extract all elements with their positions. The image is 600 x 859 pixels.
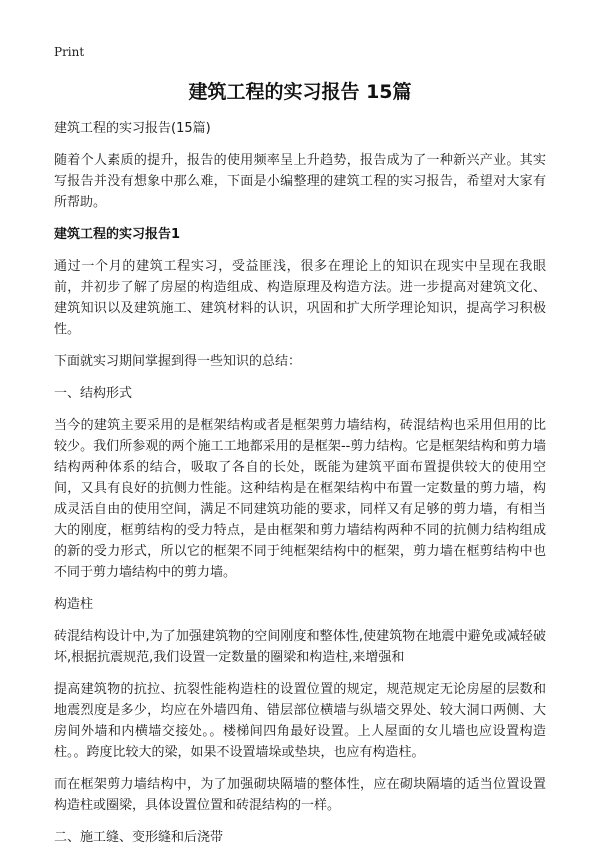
paragraph: 当今的建筑主要采用的是框架结构或者是框架剪力墙结构，砖混结构也采用但用的比较少。我们所参观的两个施工工地都采用的是框架--剪力结构。它是框架结构和剪力墙结构两种体系的结合，吸取了各自的长处，既能为建筑平面布置提供较大的使用空间，又具有良好的抗侧力性能。这种结构是在框架结构中布置一定数量的剪力墙，构成灵活自由的使用空间，满足不同建筑功能的要求，同样又有足够的剪力墙，有相当大的刚度，框剪结构的受力特点，是由框架和剪力墙结构两种不同的抗侧力结构组成的新的受力形式，所以它的框架不同于纯框架结构中的框架，剪力墙在框剪结构中也不同于剪力墙结构中的剪力墙。 (54, 418, 546, 580)
paragraph: 通过一个月的建筑工程实习，受益匪浅，很多在理论上的知识在现实中呈现在我眼前，并初步了解了房屋的构造组成、构造原理及构造方法。进一步提高对建筑文化、建筑知识以及建筑施工、建筑材料的认识，巩固和扩大所学理论知识，提高学习积极性。 (54, 259, 546, 337)
intro-paragraph: 随着个人素质的提升，报告的使用频率呈上升趋势，报告成为了一种新兴产业。其实写报告并没有想象中那么难，下面是小编整理的建筑工程的实习报告，希望对大家有所帮助。 (54, 153, 546, 210)
section-subheading: 二、施工缝、变形缝和后浇带 (54, 830, 224, 845)
section-subheading: 一、结构形式 (54, 386, 133, 401)
paragraph: 下面就实习期间掌握到得一些知识的总结： (54, 354, 302, 369)
print-link[interactable]: Print (54, 45, 85, 59)
paragraph: 提高建筑物的抗拉、抗裂性能构造柱的设置位置的规定，规范规定无论房屋的层数和地震烈度是多少，均应在外墙四角、错层部位横墙与纵墙交界处、较大洞口两侧、大房间外墙和内横墙交接处。。楼梯间四角最好设置。上人屋面的女儿墙也应设置构造柱。。跨度比较大的梁，如果不设置墙垛或垫块，也应有构造柱。 (54, 682, 546, 760)
document-title: 建筑工程的实习报告 15篇 (188, 81, 412, 103)
section-subheading: 构造柱 (54, 597, 94, 612)
paragraph: 砖混结构设计中,为了加强建筑物的空间刚度和整体性,使建筑物在地震中避免或减轻破坏,根据抗震规范,我们设置一定数量的圈梁和构造柱,来增强和 (54, 629, 546, 665)
section-heading: 建筑工程的实习报告1 (54, 227, 181, 242)
paragraph: 而在框架剪力墙结构中，为了加强砌块隔墙的整体性，应在砌块隔墙的适当位置设置构造柱或圈梁，具体设置位置和砖混结构的一样。 (54, 777, 546, 813)
document-body (54, 118, 546, 859)
document-subtitle: 建筑工程的实习报告(15篇) (54, 121, 211, 136)
